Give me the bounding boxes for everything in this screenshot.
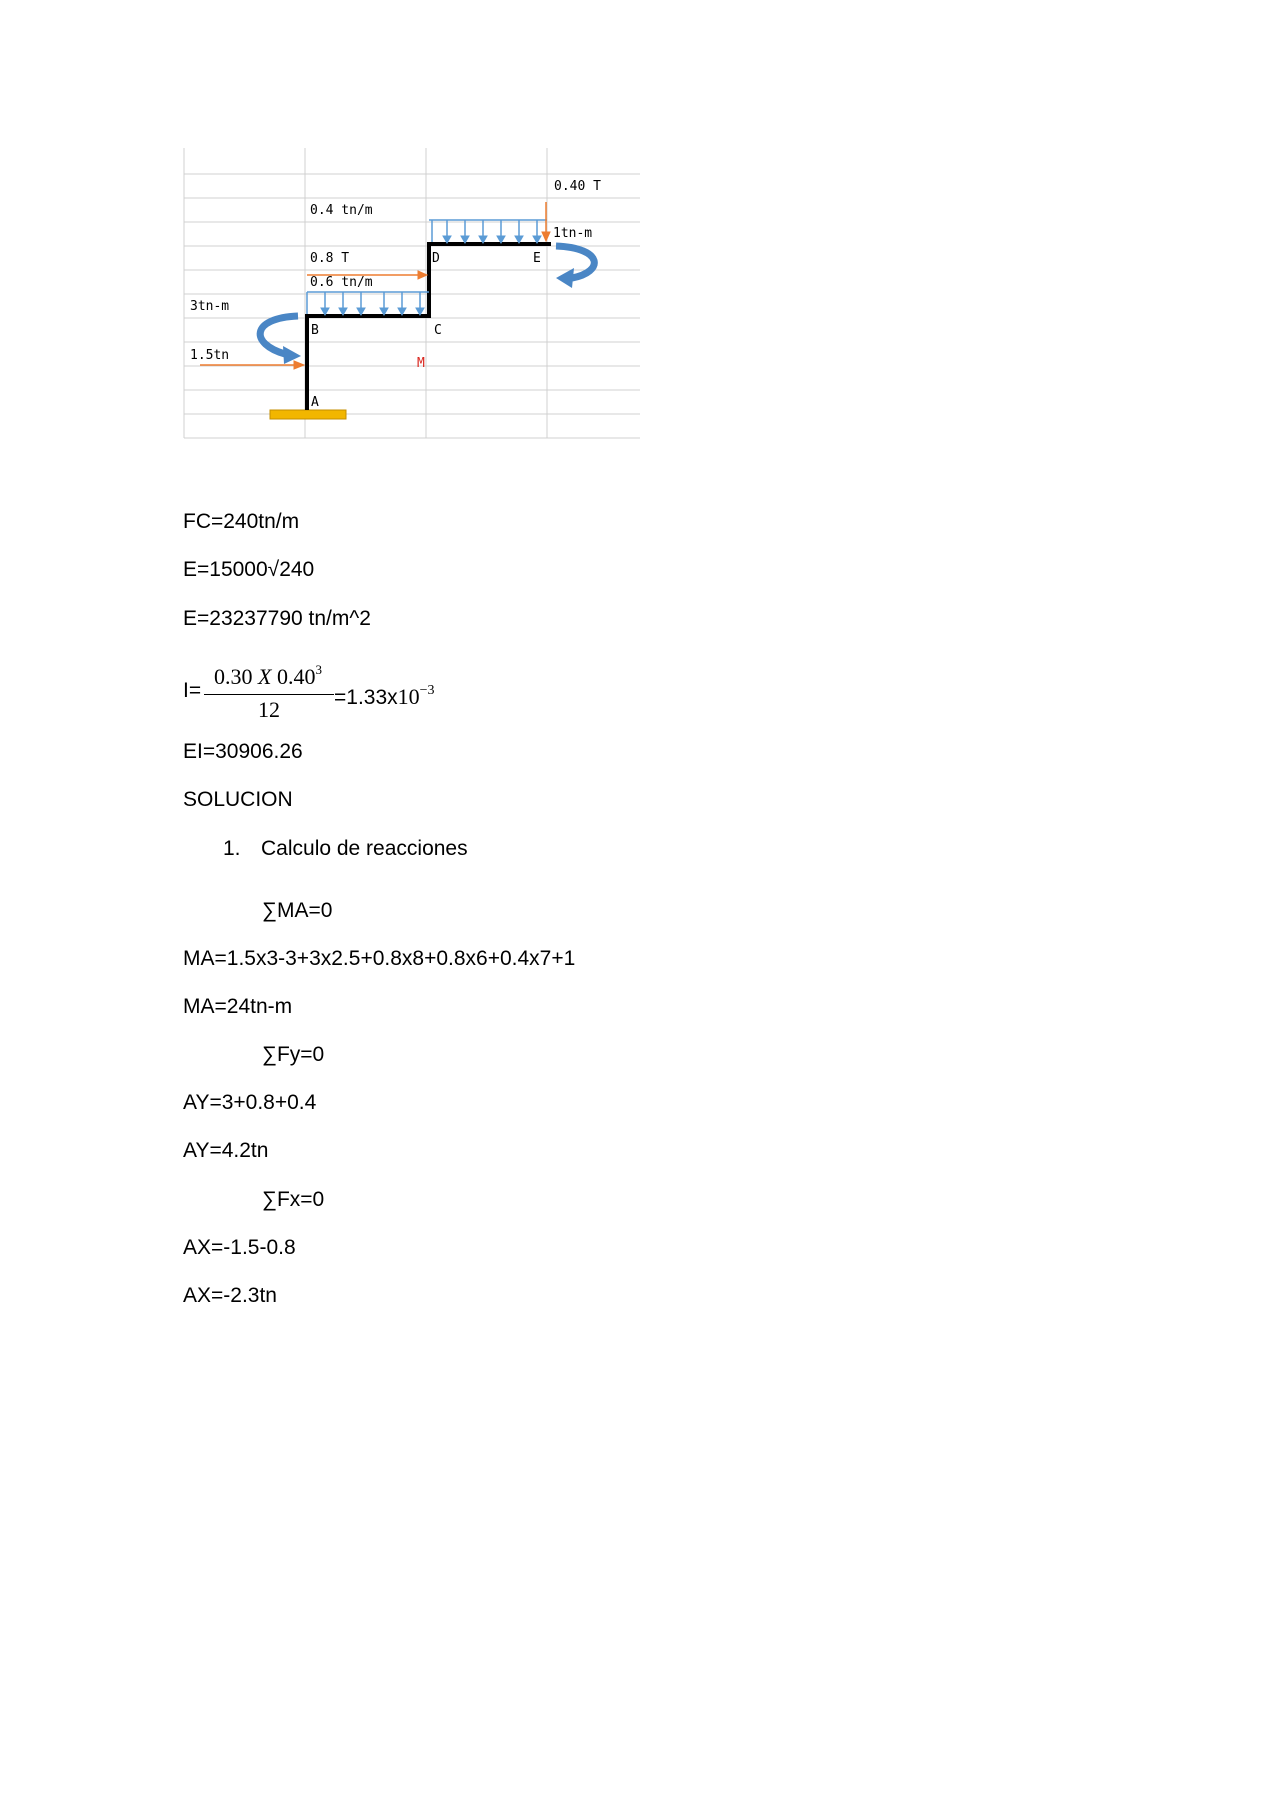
- inertia-result: $=1.33x10^{-3}$: [334, 683, 435, 709]
- frame-members: [307, 244, 551, 410]
- label-a: A: [311, 395, 319, 410]
- e-formula-line: E=15000√240: [183, 558, 315, 581]
- sum-ma-line: ∑MA=0: [262, 899, 333, 922]
- moment-arrowhead-b: [283, 346, 301, 364]
- ma-equation: MA=1.5x3-3+3x2.5+0.8x8+0.8x6+0.4x7+1: [183, 947, 576, 970]
- step-1-number: 1.: [223, 837, 241, 860]
- moment-arrow-e: [556, 246, 594, 278]
- fixed-support: [270, 410, 346, 419]
- inertia-denominator: 12: [258, 697, 280, 722]
- inertia-numerator: 0.30 X 0.40$^3$: [204, 656, 334, 695]
- label-1tnm: 1tn-m: [553, 226, 593, 241]
- inertia-prefix: I=: [183, 679, 202, 702]
- frame-diagram-svg: [180, 148, 640, 444]
- frame-diagram: [180, 148, 640, 444]
- fc-line: FC=240tn/m: [183, 510, 300, 533]
- sum-fx-line: ∑Fx=0: [262, 1188, 325, 1211]
- label-m: M: [417, 356, 425, 371]
- moment-arrowhead-e: [556, 268, 574, 288]
- distributed-load-bc: [307, 292, 429, 315]
- label-15tn: 1.5tn: [190, 348, 230, 363]
- moment-arrow-b: [260, 316, 298, 354]
- ax-equation: AX=-1.5-0.8: [183, 1236, 296, 1259]
- label-b: B: [311, 323, 319, 338]
- label-06tnm: 0.6 tn/m: [310, 275, 373, 290]
- label-e: E: [533, 251, 541, 266]
- ax-value: AX=-2.3tn: [183, 1284, 277, 1307]
- label-04tnm: 0.4 tn/m: [310, 203, 373, 218]
- sum-fy-line: ∑Fy=0: [262, 1043, 325, 1066]
- label-d: D: [432, 251, 440, 266]
- label-08t: 0.8 T: [310, 251, 350, 266]
- step-1-item: [223, 836, 468, 862]
- label-3tnm: 3tn-m: [190, 299, 230, 314]
- label-c: C: [434, 323, 442, 338]
- step-1-label: Calculo de reacciones: [261, 837, 468, 860]
- label-040t: 0.40 T: [554, 179, 601, 194]
- distributed-load-de: [429, 220, 547, 243]
- ei-line: EI=30906.26: [183, 740, 303, 763]
- ay-equation: AY=3+0.8+0.4: [183, 1091, 317, 1114]
- e-value-line: E=23237790 tn/m^2: [183, 607, 371, 630]
- solucion-heading: SOLUCION: [183, 788, 293, 811]
- ma-value: MA=24tn-m: [183, 995, 293, 1018]
- ay-value: AY=4.2tn: [183, 1139, 269, 1162]
- inertia-fraction: [204, 656, 334, 725]
